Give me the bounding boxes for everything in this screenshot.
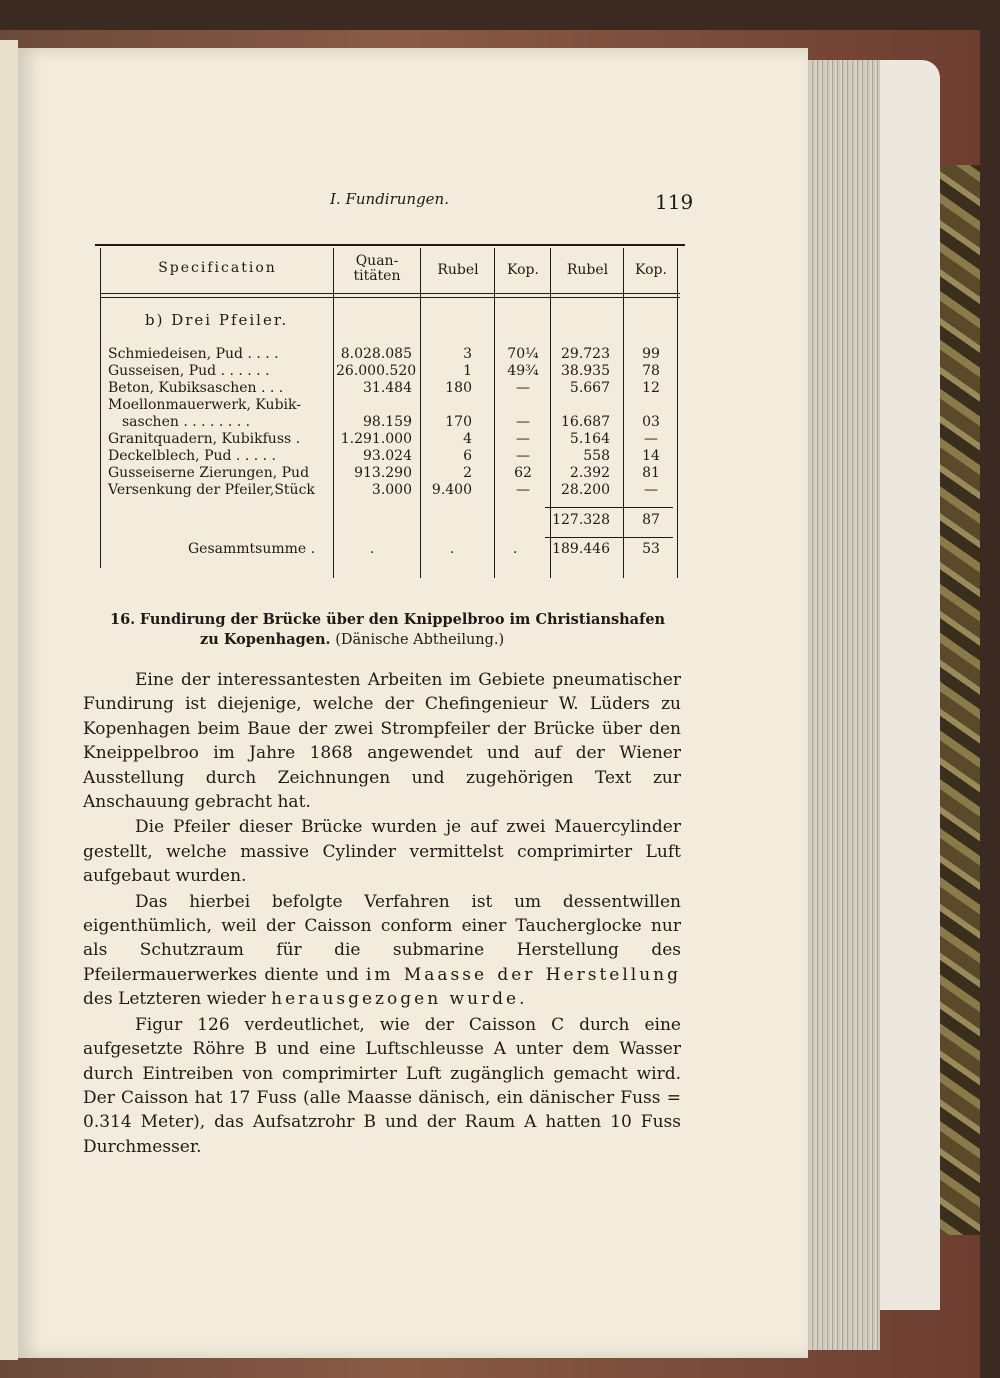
row-unit-rubel: 180: [445, 380, 472, 396]
page-edges: [800, 60, 880, 1350]
row-quantity: 1.291.000: [340, 431, 412, 447]
col-header-kop-total: Kop.: [635, 262, 667, 278]
row-unit-kop: —: [516, 380, 530, 396]
row-unit-rubel: 6: [463, 448, 472, 464]
paragraph-part: des Letzteren wieder: [83, 989, 266, 1010]
total-rule: [545, 537, 673, 538]
row-total-rubel: 16.687: [561, 414, 610, 430]
paragraph-part: Das hierbei befolgte Verfahren ist um dessentwillen eigenthümlich, weil der Caisson conform einer Taucherglocke nur als Schutzraum für die submarine Herstellung des Pfeilermauerwerkes diente und: [83, 891, 681, 985]
paragraph: Figur 126 verdeutlichet, wie der Caisson C durch eine aufgesetzte Röhre B und eine Luftschleusse A unter dem Wasser durch Eintreiben von comprimirter Luft zugänglich gemacht wird. Der Caisson hat 17 Fuss (alle Maasse dänisch, ein dänischer Fuss = 0.314 Meter), das Aufsatzrohr B und der Raum A hatten 10 Fuss Durchmesser.: [83, 1014, 681, 1157]
row-specification: Gusseisen, Pud . . . . . .: [108, 363, 270, 379]
row-specification: Granitquadern, Kubikfuss .: [108, 431, 301, 447]
paragraph: [83, 890, 681, 1012]
body-text: [83, 668, 681, 1159]
row-specification: Schmiedeisen, Pud . . . .: [108, 346, 279, 362]
row-total-kop: 03: [642, 414, 660, 430]
row-specification: saschen . . . . . . . .: [122, 414, 251, 430]
total-dot: .: [450, 541, 455, 557]
endpaper: [870, 60, 940, 1310]
running-title: I. Fundirungen.: [330, 190, 449, 208]
row-specification: Versenkung der Pfeiler,Stück: [108, 482, 315, 498]
col-divider: [420, 248, 421, 578]
row-total-kop: —: [644, 431, 658, 447]
subtotal-rule: [545, 507, 673, 508]
section-note: (Dänische Abtheilung.): [335, 632, 505, 648]
row-unit-rubel: 4: [463, 431, 472, 447]
row-specification: Moellonmauerwerk, Kubik-: [108, 397, 301, 413]
row-quantity: 8.028.085: [340, 346, 412, 362]
row-total-rubel: 5.164: [569, 431, 610, 447]
paragraph-spaced: herausgezogen wurde.: [271, 989, 528, 1010]
row-unit-kop: 70¹⁄₄: [507, 346, 539, 362]
row-quantity: 3.000: [371, 482, 412, 498]
paragraph: Eine der interessantesten Arbeiten im Gebiete pneumatischer Fundirung ist diejenige, welche der Chefingenieur W. Lüders zu Kopenhagen beim Baue der zwei Strompfeiler der Brücke über den Kneippelbroo im Jahre 1868 angewendet und auf der Wiener Ausstellung durch Zeichnungen und zugehörigen Text zur Anschauung gebracht hat.: [83, 670, 681, 813]
total-kop: 53: [642, 541, 660, 557]
col-header-quantitaeten: Quan- titäten: [353, 253, 401, 284]
row-unit-rubel: 3: [463, 346, 472, 362]
col-divider: [494, 248, 495, 578]
col-divider: [623, 248, 624, 578]
row-total-kop: —: [644, 482, 658, 498]
total-rubel: 189.446: [552, 541, 610, 557]
col-divider: [333, 248, 334, 578]
page-number: 119: [655, 190, 694, 214]
paragraph-spaced: im Maasse der Herstellung: [366, 964, 682, 985]
row-specification: Gusseiserne Zierungen, Pud: [108, 465, 310, 481]
row-total-kop: 81: [642, 465, 660, 481]
row-unit-kop: —: [516, 431, 530, 447]
col-header-specification: Specification: [158, 260, 277, 276]
row-quantity: 913.290: [354, 465, 412, 481]
section-title: b) Drei Pfeiler.: [145, 311, 289, 329]
row-unit-kop: —: [516, 448, 530, 464]
col-header-rubel: Rubel: [437, 262, 479, 278]
total-dot: .: [370, 541, 375, 557]
col-divider: [100, 248, 101, 568]
section-number: 16.: [110, 611, 136, 628]
row-unit-rubel: 9.400: [431, 482, 472, 498]
row-total-kop: 12: [642, 380, 660, 396]
subtotal-kop: 87: [642, 512, 660, 528]
row-total-rubel: 38.935: [561, 363, 610, 379]
subtotal-rubel: 127.328: [552, 512, 610, 528]
row-unit-rubel: 1: [463, 363, 472, 379]
paragraph: Die Pfeiler dieser Brücke wurden je auf zwei Mauercylinder gestellt, welche massive Cylinder vermittelst comprimirter Luft aufgebaut wurden.: [83, 817, 681, 887]
row-unit-kop: 62: [514, 465, 532, 481]
row-quantity: 93.024: [363, 448, 412, 464]
col-header-kop: Kop.: [507, 262, 539, 278]
row-unit-kop: —: [516, 414, 530, 430]
row-total-kop: 99: [642, 346, 660, 362]
table-header-rule-2: [100, 297, 680, 298]
row-total-rubel: 2.392: [569, 465, 610, 481]
table-header-rule: [100, 293, 680, 294]
row-specification: Beton, Kubiksaschen . . .: [108, 380, 284, 396]
total-dot: .: [513, 541, 518, 557]
col-divider: [550, 248, 551, 578]
section-title-bold: Fundirung der Brücke über den Knippelbroo im Christianshafen: [139, 611, 666, 628]
row-unit-rubel: 170: [445, 414, 472, 430]
row-quantity: 26.000.520: [336, 363, 417, 379]
col-header-rubel-total: Rubel: [566, 262, 609, 278]
col-divider: [677, 248, 678, 578]
row-total-rubel: 29.723: [561, 346, 610, 362]
table-top-rule: [95, 244, 685, 246]
left-page-edge: [0, 40, 18, 1360]
row-specification: Deckelblech, Pud . . . . .: [108, 448, 276, 464]
row-quantity: 31.484: [363, 380, 412, 396]
row-total-rubel: 28.200: [561, 482, 610, 498]
section-heading: [110, 610, 690, 650]
row-unit-kop: —: [516, 482, 530, 498]
row-total-kop: 14: [642, 448, 660, 464]
total-label: Gesammtsumme .: [188, 541, 316, 557]
row-unit-kop: 49³⁄₄: [507, 363, 539, 379]
row-unit-rubel: 2: [463, 465, 472, 481]
row-total-rubel: 5.667: [569, 380, 610, 396]
section-title-bold-2: zu Kopenhagen.: [200, 631, 331, 648]
row-total-kop: 78: [642, 363, 660, 379]
row-quantity: 98.159: [363, 414, 412, 430]
row-total-rubel: 558: [583, 448, 610, 464]
